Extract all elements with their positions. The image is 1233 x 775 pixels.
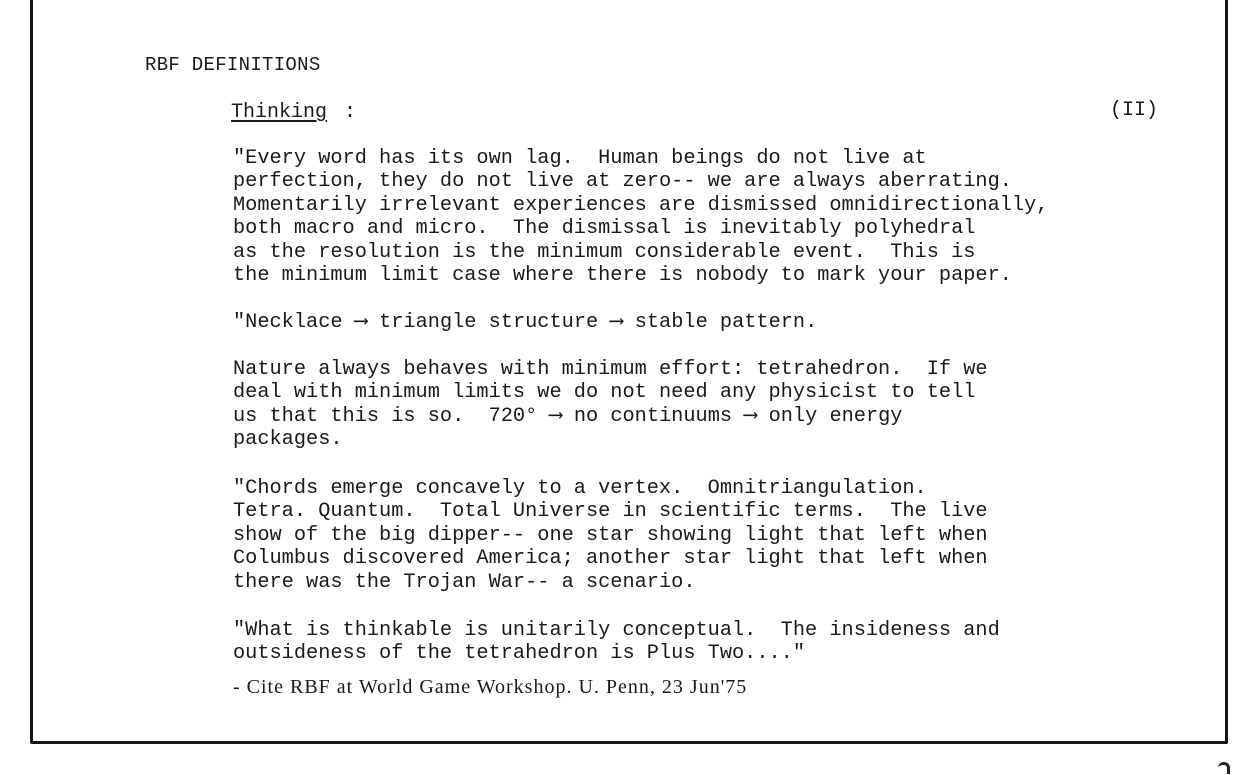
text-line: Momentarily irrelevant experiences are dismissed omnidirectionally, [233,193,1049,217]
text-line: there was the Trojan War-- a scenario. [233,570,696,594]
section-title-colon: : [344,101,357,124]
text-line: perfection, they do not live at zero-- we are always aberrating. [233,170,1012,194]
text-line: "Chords emerge concavely to a vertex. Omnitriangulation. [233,477,927,500]
document-header: RBF DEFINITIONS [145,54,321,76]
text-line: show of the big dipper-- one star showing light that left when [233,523,988,547]
text-line: as the resolution is the minimum considerable event. This is [233,240,976,264]
text-line: Tetra. Quantum. Total Universe in scientific terms. The live [233,500,988,524]
text-line: both macro and micro. The dismissal is inevitably polyhedral [233,217,976,241]
section-title: Thinking [231,101,328,124]
text-line: "Necklace ⟶ triangle structure ⟶ stable pattern. [233,311,818,334]
paragraph-chords [233,477,988,594]
paragraph-lag [233,147,1048,287]
paragraph-necklace [233,311,817,334]
text-line: packages. [233,428,343,452]
text-line: deal with minimum limits we do not need any physicist to tell [233,381,976,405]
text-line: "Every word has its own lag. Human beings do not live at [233,147,927,170]
paragraph-thinkable [233,619,1000,666]
text-line: Nature always behaves with minimum effort: tetrahedron. If we [233,358,988,381]
text-line: outsideness of the tetrahedron is Plus Two...." [233,642,806,666]
page-corner-mark [1218,762,1230,774]
citation: - Cite RBF at World Game Workshop. U. Penn, 23 Jun'75 [233,676,748,698]
text-line: the minimum limit case where there is nobody to mark your paper. [233,264,1012,288]
section-number: (II) [1110,99,1159,122]
text-line: Columbus discovered America; another star light that left when [233,547,988,571]
paragraph-nature [233,358,988,452]
text-line: "What is thinkable is unitarily conceptual. The insideness and [233,619,1000,642]
text-line: us that this is so. 720° ⟶ no continuums ⟶ only energy [233,404,903,428]
